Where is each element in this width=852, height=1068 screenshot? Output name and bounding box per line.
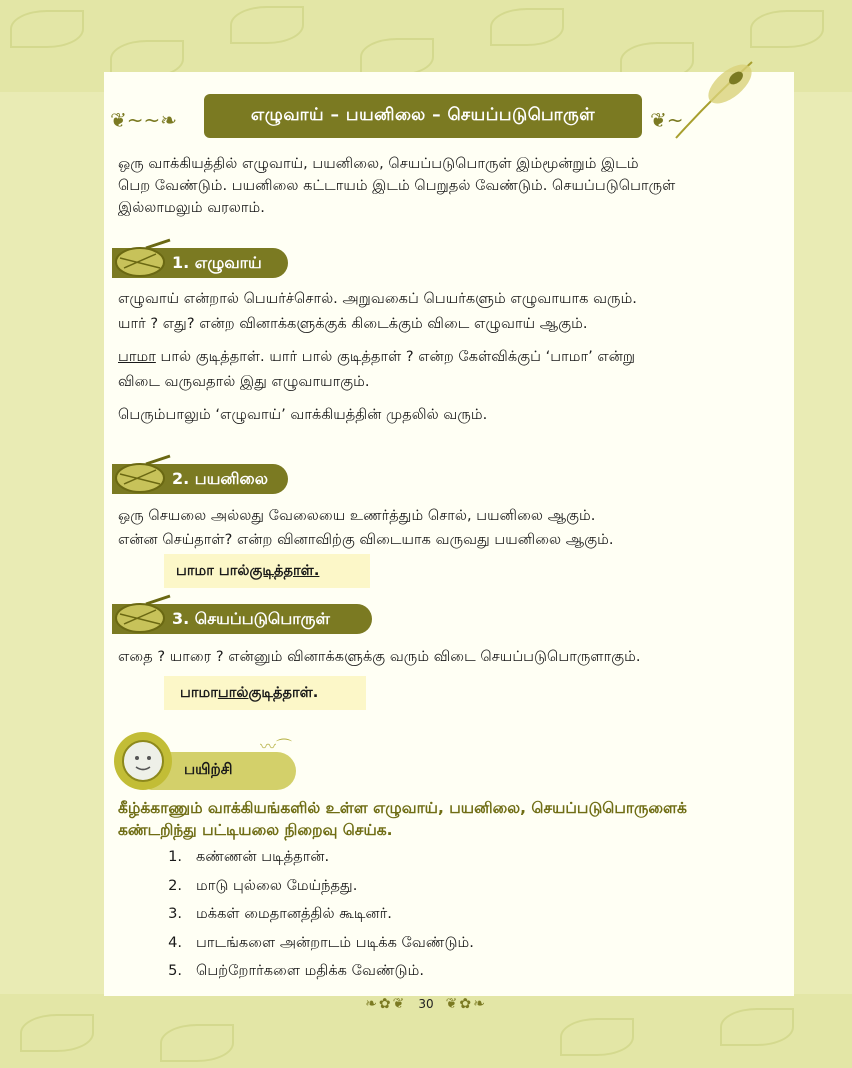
list-item: 5. பெற்றோர்களை மதிக்க வேண்டும். — [168, 962, 424, 979]
leaf-ornament — [560, 1018, 634, 1056]
body-line: எழுவாய் என்றால் பெயர்ச்சொல். அறுவகைப் பெயர்களும் எழுவாயாக வரும். — [118, 290, 637, 307]
basket-icon — [112, 238, 174, 280]
practice-instruction: கீழ்க்காணும் வாக்கியங்களில் உள்ள எழுவாய், பயனிலை, செயப்படுபொருளைக் கண்டறிந்து பட்டியலை நிறைவு செய்க. — [118, 799, 687, 839]
list-item: 3. மக்கள் மைதானத்தில் கூடினர். — [168, 905, 392, 922]
birds-icon: 〰︎⌒ — [260, 737, 293, 756]
leaf-ornament — [490, 8, 564, 46]
leaf-ornament — [360, 38, 434, 76]
intro-line: பெற வேண்டும். பயனிலை கட்டாயம் இடம் பெறுதல் வேண்டும். செயப்படுபொருள் — [118, 177, 676, 194]
title-banner — [110, 88, 760, 146]
leaf-ornament — [230, 6, 304, 44]
right-swirl-ornament: ❦~ — [650, 108, 684, 132]
list-item: 1. கண்ணன் படித்தான். — [168, 848, 330, 865]
section-3-body: எதை ? யாரை ? என்னும் வினாக்களுக்கு வரும் விடை செயப்படுபொருளாகும். — [118, 648, 641, 665]
intro-paragraph — [118, 153, 758, 219]
practice-heading: 〰︎⌒ பயிற்சி — [112, 730, 292, 790]
leaf-ornament — [160, 1024, 234, 1062]
example-line: விடை வருவதால் இது எழுவாயாகும். — [118, 373, 370, 390]
section-1-body — [118, 288, 637, 335]
section-heading-predicate: 2. பயனிலை — [112, 464, 288, 494]
page-footer — [0, 996, 852, 1012]
body-line: ஒரு செயலை அல்லது வேலையை உணர்த்தும் சொல், பயனிலை ஆகும். — [118, 507, 596, 524]
underlined-object: பால் — [217, 683, 249, 701]
section-2-example-box: பாமா பால் குடித்தாள். — [164, 554, 370, 588]
leaf-ornament — [20, 1014, 94, 1052]
leaf-ornament — [10, 10, 84, 48]
list-item: 4. பாடங்களை அன்றாடம் படிக்க வேண்டும். — [168, 933, 474, 951]
section-2-body — [118, 505, 614, 551]
section-heading-object: 3. செயப்படுபொருள் — [112, 604, 372, 634]
body-line: யார் ? எது? என்ற வினாக்களுக்குக் கிடைக்கும் விடை எழுவாய் ஆகும். — [118, 315, 588, 332]
section-3-example-box: பாமா பால் குடித்தாள். — [164, 676, 366, 710]
basket-icon — [112, 454, 174, 496]
footer-left-ornament-icon: ❧✿❦ — [365, 996, 407, 1012]
practice-list — [150, 848, 474, 991]
underlined-predicate: குடித்தாள். — [249, 561, 320, 579]
section-heading-subject: 1. எழுவாய் — [112, 248, 288, 278]
page-number: 30 — [418, 997, 434, 1011]
body-line: என்ன செய்தாள்? என்ற வினாவிற்கு விடையாக வருவது பயனிலை ஆகும். — [118, 531, 614, 548]
example-line: பாமா பால் குடித்தாள். யார் பால் குடித்தாள் ? என்ற கேள்விக்குப் ‘பாமா’ என்று — [118, 348, 636, 365]
leaf-ornament — [750, 10, 824, 48]
page-title: எழுவாய் – பயனிலை – செயப்படுபொருள் — [204, 94, 642, 138]
list-item: 2. மாடு புல்லை மேய்ந்தது. — [168, 876, 358, 894]
left-swirl-ornament: ❦~~❧ — [110, 108, 178, 132]
underlined-subject: பாமா — [118, 348, 156, 365]
leaf-ornament — [720, 1008, 794, 1046]
footer-right-ornament-icon: ❦✿❧ — [445, 996, 487, 1012]
smiling-sun-icon — [112, 730, 174, 792]
intro-line: ஒரு வாக்கியத்தில் எழுவாய், பயனிலை, செயப்படுபொருள் இம்மூன்றும் இடம் — [118, 155, 639, 172]
intro-line: இல்லாமலும் வரலாம். — [118, 199, 265, 216]
basket-icon — [112, 594, 174, 636]
section-1-example — [118, 346, 635, 393]
peacock-feather-icon — [672, 58, 756, 140]
section-1-note: பெரும்பாலும் ‘எழுவாய்’ வாக்கியத்தின் முதலில் வரும். — [118, 406, 488, 423]
